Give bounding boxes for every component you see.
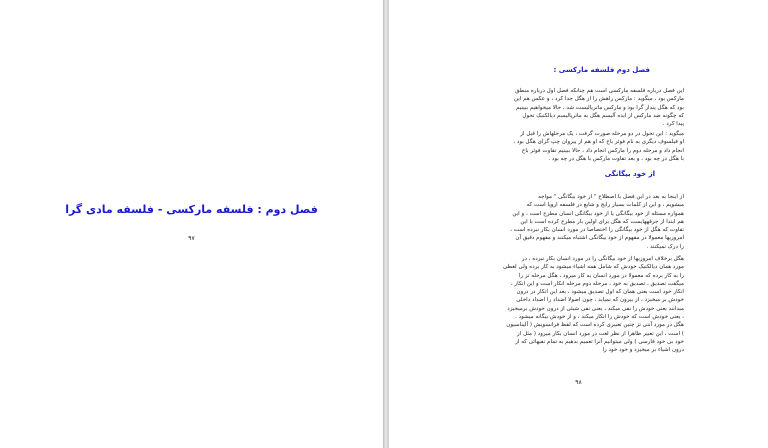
text-line: با هگل در چه بود ، و بعد تفاوت مارکس با هگل در چه بود . xyxy=(548,155,684,162)
text-line: میشویم ، و این از کلمات بسیار رایج و شایع در فلسفه اروپا است که xyxy=(526,202,684,209)
paragraph xyxy=(454,87,684,128)
text-line: میگوید : این تحول در دو مرحله صورت گرفت ، یک مرحلهاش را قبل از xyxy=(520,131,684,137)
text-line: ) است ، این تعبیر ظاهرا از نظر لغت در مورد انسان بکار میرود ( مثل از xyxy=(517,330,684,337)
text-line: میدانند یعنی خودش را نفی میکند ، یعنی نفی شیئی از درون خودش برمیخیزد xyxy=(507,305,684,312)
right-page xyxy=(389,0,768,448)
page-number: ۹۸ xyxy=(575,379,582,386)
paragraph xyxy=(454,193,684,251)
paragraph xyxy=(454,130,684,163)
text-line: که چگونه ضد مارکس از ایده آلیسم هگل به ماتریالیسم دیالکتیک تحول xyxy=(522,112,684,119)
page-number: ۹۷ xyxy=(188,235,195,242)
text-line: را درک نمیکنند . xyxy=(646,243,684,250)
chapter-heading: فصل دوم فلسفه مارکسی : xyxy=(553,66,650,74)
text-line: درون اشیاء بر میخیزد و خود خود را xyxy=(602,347,684,354)
text-line: از اینجا به بعد در این فصل با اصطلاح " از خود بیگانگی " مواجه xyxy=(538,194,684,200)
text-line: هگل در مورد آنتی تز چنین تعبیری کرده است که لفظ فرانسویش ( آلیناسیون xyxy=(506,322,684,329)
text-line: همواره مسئله از خود بیگانگی یا از خود بیگانگی انسان مطرح است ، و این xyxy=(512,210,684,217)
text-line: بود که هگل پندار گرا بود و مارکس ماتریالیست شد ، حالا میخواهیم ببینیم xyxy=(516,104,684,111)
chapter-title: فصل دوم : فلسفه مارکسی - فلسفه مادی گرا xyxy=(65,203,318,216)
text-line: مارکس بود ، میگوید : مارکس راهش را از هگل جدا کرد ، و عکس هم این xyxy=(513,96,684,103)
paragraph xyxy=(454,255,684,355)
text-line: ، یعنی خودش است که خودش را انکار میکند ، و از خودش بیگانه میشود . xyxy=(515,314,684,321)
text-line: تفاوت که هگل از خود بیگانگی را اختصاصا در مورد انسان بکار نبرده است ، xyxy=(510,227,684,234)
text-line: انکار خود است یعنی همان که اول تصدیق میشود ، بعد این انکار در درون xyxy=(516,289,684,296)
text-line: پیدا کرد . xyxy=(662,121,684,128)
text-line: میگفت تصدیق ، تصدیق به خود ، مرحله دوم مرحله انکار است و این انکار ، xyxy=(510,280,684,287)
section-heading: از خود بیگانگی xyxy=(604,170,655,178)
text-line: امروزیها معمولا در مفهوم از خود بیگانگی اشتباه میکنند و مفهوم دقیق آن xyxy=(515,235,684,242)
text-line: این فصل درباره فلسفه مارکسی است هم چنانکه فصل اول درباره منطق xyxy=(515,88,684,94)
text-line: خودش بر میخیزد ، از بیرون که نمیاید ، چون اصولا اضداد را اضداد داخلی xyxy=(516,297,684,304)
text-line: او فیلسوف دیگری به نام فوئر باخ که او هم از پیروان چپ گرای هگل بود ، xyxy=(513,139,684,146)
text-line: هگل برخلاف امروزیها از خود بیگانگی را در مورد انسان بکار نبرده ، در xyxy=(521,256,684,262)
text-line: مورد همان دیالکتیک خودش که شامل همه اشیاء میشود به کار برده ولی لغطی xyxy=(503,264,684,271)
text-line: را به کار برده که معمولا در مورد انسان به کار میرود ، هگل مرحله تز را xyxy=(518,272,684,279)
left-page xyxy=(0,0,383,448)
text-line: خود بی خود فارسی ) ولی میتوانیم آنرا تعمیم بدهیم به تمام نفیهائی که از xyxy=(515,338,684,345)
text-line: انجام داد و مرحله دوم را مارکس انجام داد ، حالا ببینیم تفاوت فوئر باخ xyxy=(521,147,684,154)
text-line: هم ابتدا از جرقههایست که هگل برای اولین بار مطرح کرده است با این xyxy=(520,218,684,225)
